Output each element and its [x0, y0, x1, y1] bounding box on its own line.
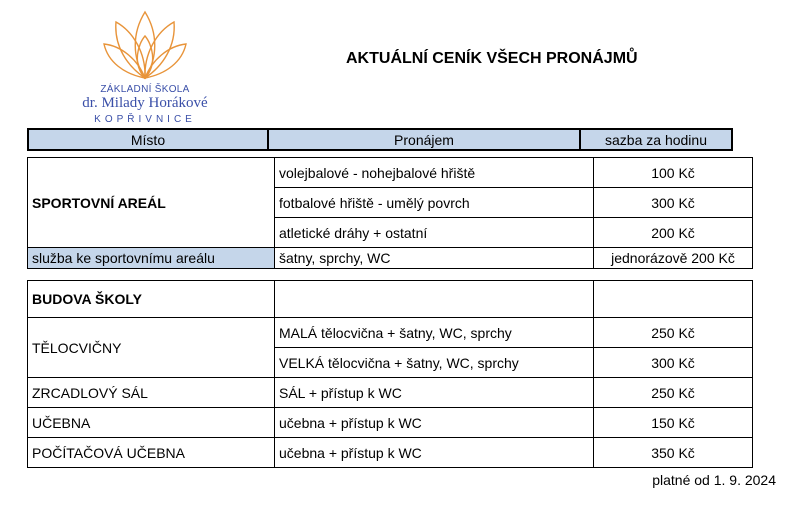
logo-line-city: KOPŘIVNICE	[94, 114, 196, 125]
header-rate: sazba za hodinu	[580, 129, 732, 150]
room-price: 350 Kč	[594, 438, 753, 468]
lotus-flower-icon	[102, 8, 188, 84]
logo-line-name: dr. Milady Horákové	[82, 95, 208, 111]
room-rental: SÁL + přístup k WC	[275, 378, 594, 408]
school-logo	[60, 8, 230, 126]
sport-rental: fotbalové hřiště - umělý povrch	[275, 188, 594, 218]
gym-price: 250 Kč	[594, 318, 753, 348]
logo-line-school: ZÁKLADNÍ ŠKOLA	[100, 84, 190, 95]
room-rental: učebna + přístup k WC	[275, 408, 594, 438]
school-building-table	[27, 280, 753, 468]
service-price: jednorázově 200 Kč	[594, 248, 753, 269]
room-place: POČÍTAČOVÁ UČEBNA	[28, 438, 275, 468]
gym-price: 300 Kč	[594, 348, 753, 378]
header-rental: Pronájem	[268, 129, 580, 150]
service-place: služba ke sportovnímu areálu	[28, 248, 275, 269]
room-place: UČEBNA	[28, 408, 275, 438]
room-rental: učebna + přístup k WC	[275, 438, 594, 468]
room-price: 150 Kč	[594, 408, 753, 438]
sport-price: 100 Kč	[594, 158, 753, 188]
header-place: Místo	[28, 129, 268, 150]
sport-rental: volejbalové - nohejbalové hřiště	[275, 158, 594, 188]
gym-rental: MALÁ tělocvična + šatny, WC, sprchy	[275, 318, 594, 348]
room-price: 250 Kč	[594, 378, 753, 408]
gym-rental: VELKÁ tělocvična + šatny, WC, sprchy	[275, 348, 594, 378]
sport-price: 300 Kč	[594, 188, 753, 218]
school-heading: BUDOVA ŠKOLY	[28, 281, 275, 318]
sport-area-place: SPORTOVNÍ AREÁL	[28, 158, 275, 248]
sport-rental: atletické dráhy + ostatní	[275, 218, 594, 248]
sport-price: 200 Kč	[594, 218, 753, 248]
school-heading-empty	[594, 281, 753, 318]
valid-from-note: platné od 1. 9. 2024	[652, 472, 776, 488]
sport-area-table	[27, 157, 753, 269]
service-rental: šatny, sprchy, WC	[275, 248, 594, 269]
price-table-header	[27, 128, 733, 151]
room-place: ZRCADLOVÝ SÁL	[28, 378, 275, 408]
gym-place: TĚLOCVIČNY	[28, 318, 275, 378]
page-title: AKTUÁLNÍ CENÍK VŠECH PRONÁJMŮ	[346, 50, 638, 67]
school-heading-empty	[275, 281, 594, 318]
